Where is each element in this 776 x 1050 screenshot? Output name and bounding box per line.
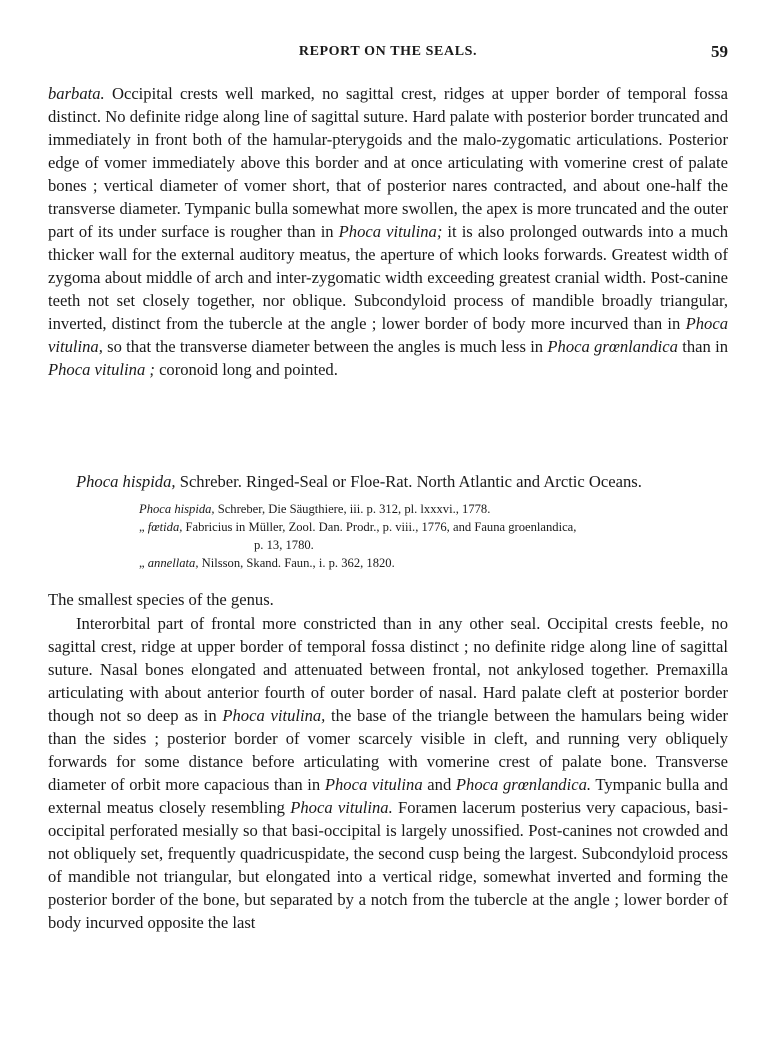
synonym-name: Phoca hispida, [139, 502, 215, 516]
text-run: Occipital crests well marked, no sagittal crest, ridges at upper border of temporal fossa distinct. No definite ridge along line of sagittal suture. Hard palate with posterior border truncated and immediately in front both of the hamular-pterygoids and the malo-zygomatic articulations. Posterior edge of vomer immediately above this border and at once articulating with vomerine crest of palate bones ; vertical diameter of vomer short, that of posterior nares contracted, and about one-half the transverse diameter. Tympanic bulla somewhat more swollen, the apex is more truncated and the outer part of its under surface is rougher than in [48, 84, 728, 241]
synonymy-continuation: p. 13, 1780. [254, 538, 314, 552]
text-run: so that the transverse diameter between the angles is much less in [102, 337, 548, 356]
synonym-name: fœtida, [147, 520, 183, 534]
species-name: Phoca grœnlandica. [455, 775, 592, 794]
text-run: than in [677, 337, 729, 356]
text-run: coronoid long and pointed. [154, 360, 338, 379]
paragraph-barbata-description [48, 82, 728, 381]
synonymy-entry [139, 518, 729, 536]
species-heading-rest: Schreber. Ringed-Seal or Floe-Rat. North Atlantic and Arctic Oceans. [175, 472, 642, 491]
page-number: 59 [711, 42, 728, 61]
synonymy-list [139, 500, 729, 572]
synonym-reference: Schreber, Die Säugthiere, iii. p. 312, pl. lxxxvi., 1778. [214, 502, 491, 516]
species-name: Phoca vitulina ; [48, 360, 155, 379]
species-epithet: barbata. [48, 84, 105, 103]
species-heading-name: Phoca hispida, [76, 472, 176, 491]
species-name: Phoca vitulina; [338, 222, 443, 241]
synonym-reference: Nilsson, Skand. Faun., i. p. 362, 1820. [198, 556, 395, 570]
ditto-mark: „ [139, 556, 148, 570]
paragraph-hispida-description [48, 612, 728, 934]
synonymy-entry [139, 554, 729, 572]
species-name: Phoca vitulina, [48, 314, 728, 356]
species-heading [76, 470, 728, 493]
species-name: Phoca vitulina, [222, 706, 326, 725]
synonymy-entry [139, 500, 729, 518]
text-run: Foramen lacerum posterius very capacious, basi-occipital perforated mesially so that basi-occipital is largely unossified. Post-canines not crowded and not obliquely set, frequently quadricuspidate, the second cusp being the largest. Subcondyloid process of mandible not triangular, but elongated into a vertical ridge, somewhat inverted and forming the posterior border of the bone, but separated by a notch from the tubercle at the angle ; lower border of body incurved opposite the last [48, 798, 729, 932]
running-title: REPORT ON THE SEALS. [298, 44, 478, 59]
text-run: Tympanic bulla and external meatus closely resembling [48, 775, 728, 817]
text-run: and [422, 775, 456, 794]
page-header [48, 44, 728, 66]
species-name: Phoca vitulina [324, 775, 423, 794]
ditto-mark: „ [139, 520, 148, 534]
species-name: Phoca grœnlandica [547, 337, 678, 356]
text-run: it is also prolonged outwards into a much thicker wall for the external auditory meatus, the aperture of which looks forwards. Greatest width of zygoma about middle of arch and inter-zygomatic width exceeding greatest cranial width. Post-canine teeth not set closely together, nor oblique. Subcondyloid process of mandible broadly triangular, inverted, distinct from the tubercle at the angle ; lower border of body more incurved than in [48, 222, 729, 333]
paragraph-smallest-species: The smallest species of the genus. [48, 590, 274, 609]
text-run: the base of the triangle between the hamulars being wider than the sides ; posterior border of vomer scarcely visible in cleft, and running very obliquely forwards for some distance before articulating with vomerine crest of palate bone. Transverse diameter of orbit more capacious than in [48, 706, 728, 794]
text-run: Interorbital part of frontal more constricted than in any other seal. Occipital crests feeble, no sagittal crest, ridge at upper border of temporal fossa distinct ; no definite ridge along line of sagittal suture. Nasal bones elongated and attenuated between frontal, not ankylosed together. Premaxilla articulating with about anterior fourth of outer border of nasal. Hard palate cleft at posterior border though not so deep as in [48, 614, 728, 725]
synonym-name: annellata, [147, 556, 199, 570]
synonym-reference: Fabricius in Müller, Zool. Dan. Prodr., p. viii., 1776, and Fauna groenlandica, [182, 520, 577, 534]
species-name: Phoca vitulina. [290, 798, 393, 817]
